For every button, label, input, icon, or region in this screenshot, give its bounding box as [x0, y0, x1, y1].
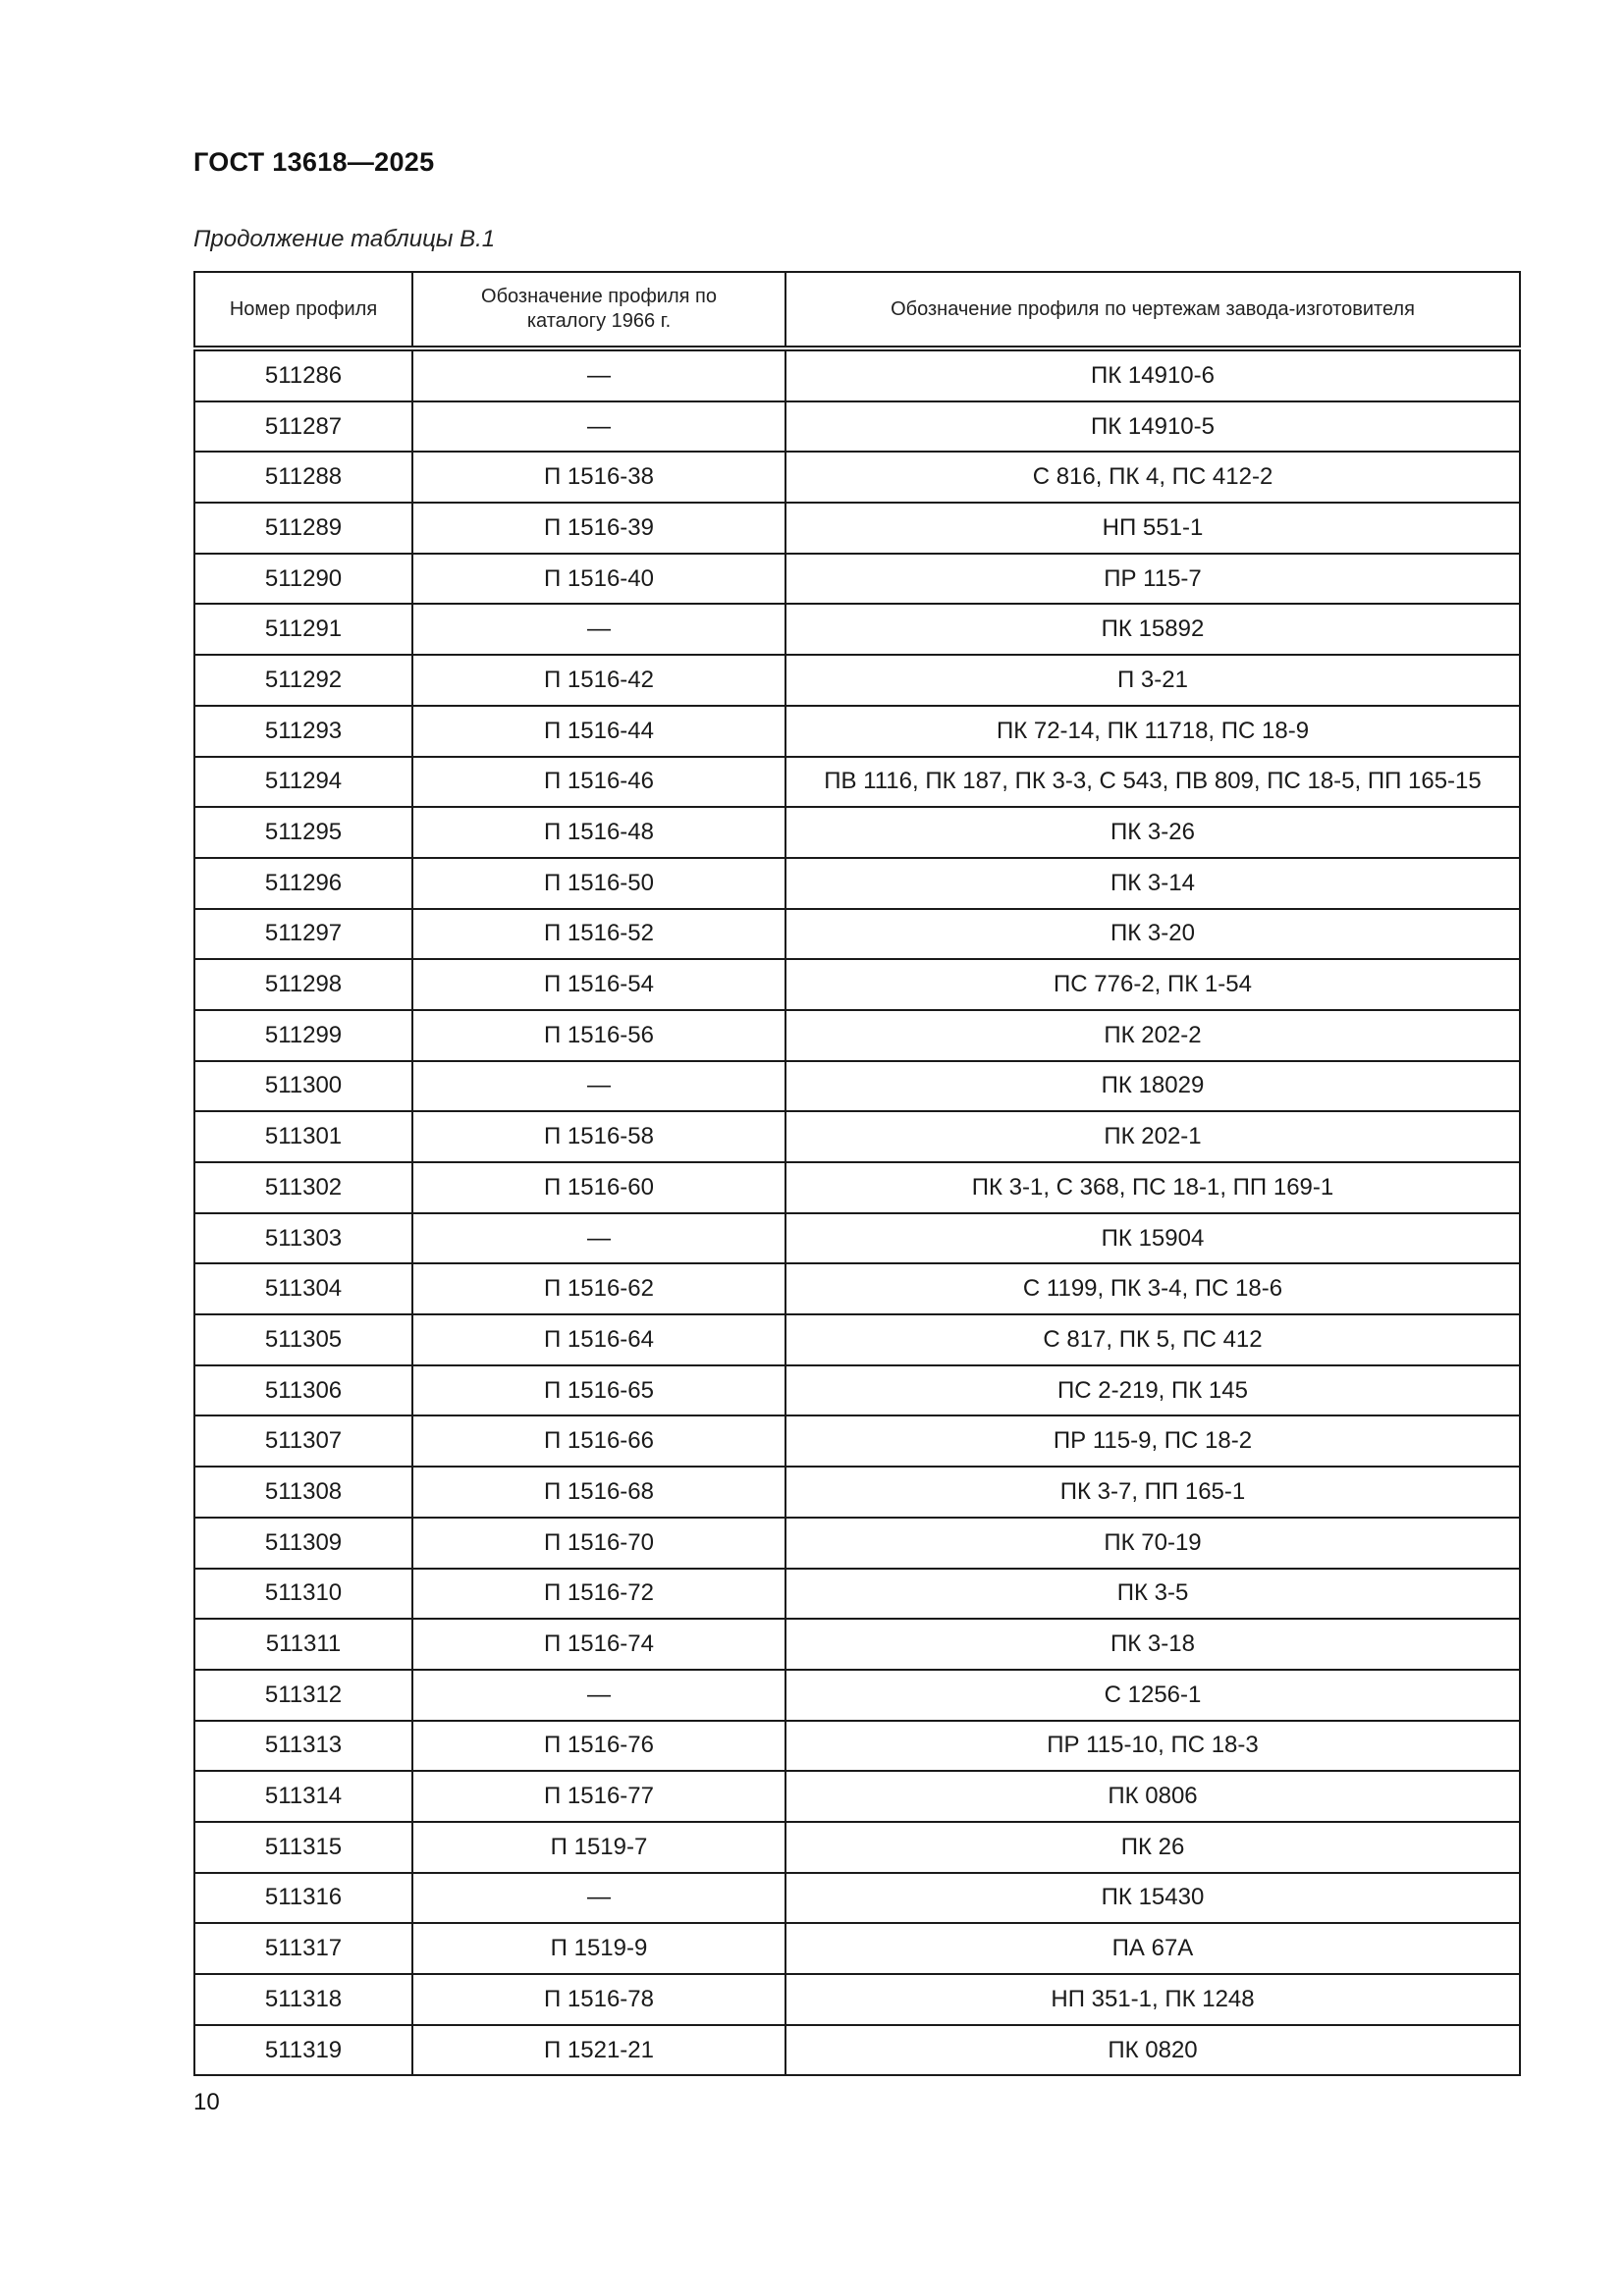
cell-profile-number: 511308 [194, 1467, 412, 1518]
cell-profile-number: 511307 [194, 1415, 412, 1467]
cell-catalog-designation: П 1521-21 [412, 2025, 785, 2076]
table-row [194, 1569, 1520, 1620]
cell-catalog-designation: П 1516-78 [412, 1974, 785, 2025]
cell-catalog-designation: — [412, 348, 785, 401]
cell-catalog-designation: П 1516-72 [412, 1569, 785, 1620]
column-header-catalog-1966 [412, 272, 785, 348]
cell-profile-number: 511306 [194, 1365, 412, 1416]
table-row [194, 1213, 1520, 1264]
cell-catalog-designation: П 1516-60 [412, 1162, 785, 1213]
cell-profile-number: 511314 [194, 1771, 412, 1822]
cell-catalog-designation: П 1516-50 [412, 858, 785, 909]
cell-profile-number: 511309 [194, 1518, 412, 1569]
cell-catalog-designation: П 1516-52 [412, 909, 785, 960]
cell-manufacturer-designation: ПР 115-9, ПС 18-2 [785, 1415, 1520, 1467]
cell-manufacturer-designation: ПК 15904 [785, 1213, 1520, 1264]
cell-manufacturer-designation: ПК 3-26 [785, 807, 1520, 858]
cell-manufacturer-designation: ПС 2-219, ПК 145 [785, 1365, 1520, 1416]
cell-catalog-designation: — [412, 1873, 785, 1924]
column-header-manufacturer-drawing: Обозначение профиля по чертежам завода-изготовителя [785, 272, 1520, 348]
cell-profile-number: 511302 [194, 1162, 412, 1213]
cell-catalog-designation: П 1516-44 [412, 706, 785, 757]
cell-profile-number: 511294 [194, 757, 412, 808]
cell-profile-number: 511317 [194, 1923, 412, 1974]
table-row [194, 807, 1520, 858]
cell-catalog-designation: П 1516-39 [412, 503, 785, 554]
table-row [194, 401, 1520, 453]
table-row [194, 1619, 1520, 1670]
cell-profile-number: 511318 [194, 1974, 412, 2025]
table-body [194, 348, 1520, 2075]
cell-catalog-designation: П 1516-66 [412, 1415, 785, 1467]
table-row [194, 1721, 1520, 1772]
cell-catalog-designation: П 1516-65 [412, 1365, 785, 1416]
profile-table [193, 271, 1521, 2076]
cell-manufacturer-designation: ПС 776-2, ПК 1-54 [785, 959, 1520, 1010]
table-row [194, 1467, 1520, 1518]
cell-catalog-designation: П 1519-7 [412, 1822, 785, 1873]
cell-manufacturer-designation: ПК 0806 [785, 1771, 1520, 1822]
table-row [194, 858, 1520, 909]
cell-manufacturer-designation: ПК 3-7, ПП 165-1 [785, 1467, 1520, 1518]
table-row [194, 604, 1520, 655]
cell-profile-number: 511289 [194, 503, 412, 554]
cell-manufacturer-designation: НП 351-1, ПК 1248 [785, 1974, 1520, 2025]
cell-profile-number: 511305 [194, 1314, 412, 1365]
cell-profile-number: 511310 [194, 1569, 412, 1620]
table-header-row [194, 272, 1520, 348]
cell-catalog-designation: — [412, 1213, 785, 1264]
cell-manufacturer-designation: ПК 70-19 [785, 1518, 1520, 1569]
table-row [194, 1923, 1520, 1974]
cell-manufacturer-designation: ПК 18029 [785, 1061, 1520, 1112]
cell-catalog-designation: — [412, 604, 785, 655]
cell-profile-number: 511291 [194, 604, 412, 655]
table-row [194, 1263, 1520, 1314]
cell-catalog-designation: П 1516-68 [412, 1467, 785, 1518]
table-row [194, 959, 1520, 1010]
cell-catalog-designation: П 1516-48 [412, 807, 785, 858]
cell-manufacturer-designation: С 816, ПК 4, ПС 412-2 [785, 452, 1520, 503]
table-row [194, 1061, 1520, 1112]
cell-manufacturer-designation: ПК 15892 [785, 604, 1520, 655]
cell-manufacturer-designation: ПР 115-10, ПС 18-3 [785, 1721, 1520, 1772]
cell-profile-number: 511299 [194, 1010, 412, 1061]
column-header-profile-number: Номер профиля [194, 272, 412, 348]
cell-catalog-designation: — [412, 1670, 785, 1721]
cell-profile-number: 511286 [194, 348, 412, 401]
cell-manufacturer-designation: ПР 115-7 [785, 554, 1520, 605]
cell-profile-number: 511290 [194, 554, 412, 605]
table-row [194, 1162, 1520, 1213]
cell-manufacturer-designation: П 3-21 [785, 655, 1520, 706]
table-row [194, 757, 1520, 808]
cell-catalog-designation: П 1516-54 [412, 959, 785, 1010]
table-row [194, 554, 1520, 605]
table-row [194, 1415, 1520, 1467]
cell-manufacturer-designation: ПК 72-14, ПК 11718, ПС 18-9 [785, 706, 1520, 757]
page-number: 10 [193, 2089, 220, 2115]
cell-profile-number: 511303 [194, 1213, 412, 1264]
cell-catalog-designation: П 1516-70 [412, 1518, 785, 1569]
cell-catalog-designation: — [412, 1061, 785, 1112]
cell-catalog-designation: — [412, 401, 785, 453]
cell-catalog-designation: П 1516-62 [412, 1263, 785, 1314]
cell-manufacturer-designation: ПА 67А [785, 1923, 1520, 1974]
cell-catalog-designation: П 1516-56 [412, 1010, 785, 1061]
cell-profile-number: 511301 [194, 1111, 412, 1162]
cell-profile-number: 511312 [194, 1670, 412, 1721]
table-row [194, 2025, 1520, 2076]
cell-profile-number: 511297 [194, 909, 412, 960]
cell-catalog-designation: П 1516-76 [412, 1721, 785, 1772]
table-row [194, 655, 1520, 706]
cell-manufacturer-designation: ПК 3-1, С 368, ПС 18-1, ПП 169-1 [785, 1162, 1520, 1213]
cell-catalog-designation: П 1516-77 [412, 1771, 785, 1822]
table-row [194, 1974, 1520, 2025]
cell-profile-number: 511293 [194, 706, 412, 757]
cell-manufacturer-designation: ПК 14910-6 [785, 348, 1520, 401]
table-row [194, 1873, 1520, 1924]
cell-profile-number: 511298 [194, 959, 412, 1010]
cell-manufacturer-designation: С 1199, ПК 3-4, ПС 18-6 [785, 1263, 1520, 1314]
table-row [194, 1670, 1520, 1721]
cell-manufacturer-designation: ПК 202-2 [785, 1010, 1520, 1061]
cell-manufacturer-designation: С 817, ПК 5, ПС 412 [785, 1314, 1520, 1365]
cell-manufacturer-designation: ПК 3-5 [785, 1569, 1520, 1620]
cell-manufacturer-designation: ПК 14910-5 [785, 401, 1520, 453]
cell-manufacturer-designation: ПК 0820 [785, 2025, 1520, 2076]
table-row [194, 1365, 1520, 1416]
table-row [194, 1822, 1520, 1873]
cell-profile-number: 511300 [194, 1061, 412, 1112]
cell-profile-number: 511319 [194, 2025, 412, 2076]
cell-profile-number: 511304 [194, 1263, 412, 1314]
cell-manufacturer-designation: НП 551-1 [785, 503, 1520, 554]
table-row [194, 1314, 1520, 1365]
cell-manufacturer-designation: ПК 26 [785, 1822, 1520, 1873]
cell-catalog-designation: П 1516-74 [412, 1619, 785, 1670]
column-header-catalog-1966-label: Обозначение профиля по каталогу 1966 г. [481, 286, 717, 332]
table-row [194, 452, 1520, 503]
profile-table-container [193, 271, 1519, 2076]
cell-catalog-designation: П 1519-9 [412, 1923, 785, 1974]
table-caption: Продолжение таблицы В.1 [193, 226, 496, 252]
cell-profile-number: 511311 [194, 1619, 412, 1670]
cell-catalog-designation: П 1516-40 [412, 554, 785, 605]
cell-manufacturer-designation: ПК 202-1 [785, 1111, 1520, 1162]
cell-catalog-designation: П 1516-64 [412, 1314, 785, 1365]
cell-manufacturer-designation: ПК 3-20 [785, 909, 1520, 960]
table-row [194, 909, 1520, 960]
cell-profile-number: 511287 [194, 401, 412, 453]
cell-catalog-designation: П 1516-46 [412, 757, 785, 808]
table-row [194, 503, 1520, 554]
cell-manufacturer-designation: С 1256-1 [785, 1670, 1520, 1721]
cell-manufacturer-designation: ПК 3-18 [785, 1619, 1520, 1670]
cell-catalog-designation: П 1516-38 [412, 452, 785, 503]
cell-manufacturer-designation: ПВ 1116, ПК 187, ПК 3-3, С 543, ПВ 809, ПС 18-5, ПП 165-15 [785, 757, 1520, 808]
cell-catalog-designation: П 1516-42 [412, 655, 785, 706]
table-row [194, 1010, 1520, 1061]
table-header [194, 272, 1520, 348]
cell-profile-number: 511292 [194, 655, 412, 706]
cell-manufacturer-designation: ПК 15430 [785, 1873, 1520, 1924]
cell-profile-number: 511296 [194, 858, 412, 909]
table-row [194, 1771, 1520, 1822]
cell-profile-number: 511315 [194, 1822, 412, 1873]
cell-profile-number: 511295 [194, 807, 412, 858]
cell-manufacturer-designation: ПК 3-14 [785, 858, 1520, 909]
cell-catalog-designation: П 1516-58 [412, 1111, 785, 1162]
cell-profile-number: 511316 [194, 1873, 412, 1924]
table-row [194, 1518, 1520, 1569]
table-row [194, 348, 1520, 401]
document-header: ГОСТ 13618—2025 [193, 147, 435, 177]
cell-profile-number: 511288 [194, 452, 412, 503]
cell-profile-number: 511313 [194, 1721, 412, 1772]
table-row [194, 1111, 1520, 1162]
table-row [194, 706, 1520, 757]
